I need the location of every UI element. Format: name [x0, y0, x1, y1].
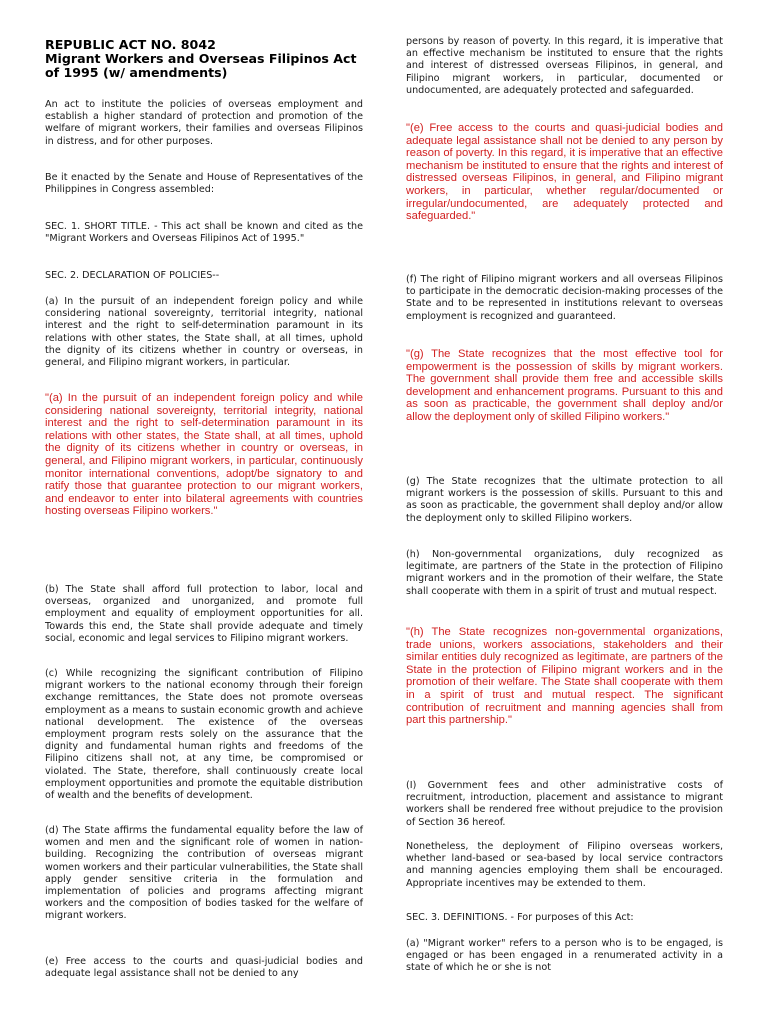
- policy-f: (f) The right of Filipino migrant workers and all overseas Filipinos to participate in the democratic decision-making processes of the State and to be represented in institutions relevant to overseas employment is recognized and guaranteed.: [406, 274, 723, 322]
- policy-i: (I) Government fees and other administrative costs of recruitment, introduction, placement and assistance to migrant workers shall be rendered free without prejudice to the provision of Section 36 hereof.: [406, 780, 723, 828]
- policy-a-amendment: "(a) In the pursuit of an independent foreign policy and while considering national sovereignty, territorial integrity, national interest and the right to self-determination paramount in its relations with other states, the State shall, at all times, uphold the dignity of its citizens whether in country or overseas, in general, and Filipino migrant workers, in particular, continuously monitor international conventions, adopt/be signatory to and ratify those that guarantee protection to our migrant workers, and endeavor to enter into bilateral agreements with countries hosting overseas Filipino workers.": [45, 392, 363, 518]
- policy-h-amendment: "(h) The State recognizes non-governmental organizations, trade unions, workers associations, stakeholders and their similar entities duly recognized as legitimate, are partners of the State in the protection of Filipino migrant workers and in the promotion of their welfare. The State shall cooperate with them in a spirit of trust and mutual respect. The significant contribution of recruitment and manning agencies shall from part this partnership.": [406, 626, 723, 727]
- section-3-heading: SEC. 3. DEFINITIONS. - For purposes of this Act:: [406, 912, 634, 923]
- policy-c: (c) While recognizing the significant contribution of Filipino migrant workers to the national economy through their foreign exchange remittances, the State does not promote overseas employment as a means to sustain economic growth and achieve national development. The existence of the overseas employment program rests solely on the assurance that the dignity and fundamental human rights and freedoms of the Filipino citizens shall not, at any time, be compromised or violated. The State, therefore, shall continuously create local employment opportunities and promote the equitable distribution of wealth and the benefits of development.: [45, 668, 363, 802]
- policy-d: (d) The State affirms the fundamental equality before the law of women and men and the significant role of women in nation-building. Recognizing the contribution of overseas migrant women workers and their particular vulnerabilities, the State shall apply gender sensitive criteria in the formulation and implementation of policies and programs affecting migrant workers and the composition of bodies tasked for the welfare of migrant workers.: [45, 825, 363, 922]
- section-1-short-title: SEC. 1. SHORT TITLE. - This act shall be known and cited as the "Migrant Workers and Overseas Filipinos Act of 1995.": [45, 221, 363, 245]
- nonetheless-paragraph: Nonetheless, the deployment of Filipino overseas workers, whether land-based or sea-based by local service contractors and manning agencies employing them shall be encouraged. Appropriate incentives may be extended to them.: [406, 841, 723, 889]
- policy-b: (b) The State shall afford full protection to labor, local and overseas, organized and unorganized, and promote full employment and equality of employment opportunities for all. Towards this end, the State shall provide adequate and timely social, economic and legal services to Filipino migrant workers.: [45, 584, 363, 644]
- act-name-title: Migrant Workers and Overseas Filipinos Act of 1995 (w/ amendments): [45, 51, 357, 81]
- section-2-heading: SEC. 2. DECLARATION OF POLICIES--: [45, 270, 220, 281]
- enacting-clause: Be it enacted by the Senate and House of Representatives of the Philippines in Congress assembled:: [45, 172, 363, 196]
- definition-a: (a) "Migrant worker" refers to a person who is to be engaged, is engaged or has been engaged in a renumerated activity in a state of which he or she is not: [406, 938, 723, 974]
- policy-h: (h) Non-governmental organizations, duly recognized as legitimate, are partners of the State in the protection of Filipino migrant workers and in the promotion of their welfare, the State shall cooperate with them in a spirit of trust and mutual respect.: [406, 549, 723, 597]
- policy-a: (a) In the pursuit of an independent foreign policy and while considering national sovereignty, territorial integrity, national interest and the right to self-determination paramount in its relations with other states, the State shall, at all times, uphold the dignity of its citizens whether in country or overseas, in general, and Filipino migrant workers, in particular.: [45, 296, 363, 369]
- policy-g-amendment: "(g) The State recognizes that the most effective tool for empowerment is the possession of skills by migrant workers. The government shall provide them free and accessible skills development and enhancement programs. Pursuant to this and as soon as practicable, the government shall deploy and/or allow the deployment only of skilled Filipino workers.": [406, 348, 723, 423]
- policy-e-continued: persons by reason of poverty. In this regard, it is imperative that an effective mechanism be instituted to ensure that the rights and interest of distressed overseas Filipinos, in general, and Filipino migrant workers, in particular, documented or undocumented, are adequately protected and safeguarded.: [406, 36, 723, 96]
- intro-paragraph: An act to institute the policies of overseas employment and establish a higher standard of protection and promotion of the welfare of migrant workers, their families and overseas Filipinos in distress, and for other purposes.: [45, 99, 363, 147]
- act-number-title: REPUBLIC ACT NO. 8042: [45, 37, 216, 52]
- policy-g: (g) The State recognizes that the ultimate protection to all migrant workers is the possession of skills. Pursuant to this and as soon as practicable, the government shall deploy and/or allow the deployment only to skilled Filipino workers.: [406, 476, 723, 524]
- policy-e-amendment: "(e) Free access to the courts and quasi-judicial bodies and adequate legal assistance shall not be denied to any person by reason of poverty. In this regard, it is imperative that an effective mechanism be instituted to ensure that the rights and interest of distressed overseas Filipinos, in general, and Filipino migrant workers, in particular, whether regular/documented or irregular/undocumented, are adequately protected and safeguarded.": [406, 122, 723, 223]
- policy-e-start: (e) Free access to the courts and quasi-judicial bodies and adequate legal assistance shall not be denied to any: [45, 956, 363, 980]
